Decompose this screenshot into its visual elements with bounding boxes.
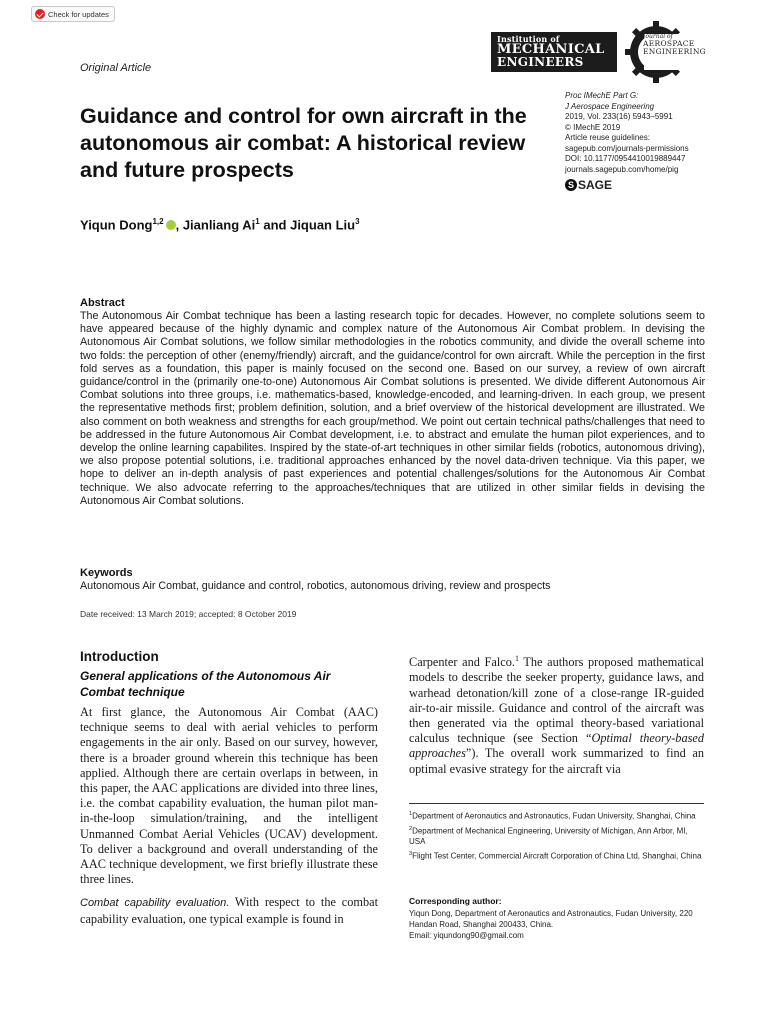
pubinfo-doi[interactable]: DOI: 10.1177/0954410019889447 [565,154,686,163]
publisher-logo [491,32,617,72]
paragraph-text: ”). The overall work summarized to find an optimal evasive strategy for the aircraft via [409,746,704,776]
pubinfo-journal-link[interactable]: journals.sagepub.com/home/pig [565,164,679,174]
abstract-text: The Autonomous Air Combat technique has been a lasting research topic for decades. However, no complete solutions seem to have appeared because of the highly dynamic and complex nature of the Autonomous Air Combat problem. In devising the Autonomous Air Combat solutions, we follow similar methodologies in the robotics community, and divide the overall scheme into two folds: the perception of other (enemy/friendly) aircraft, and the guidance/control for own aircraft. While the perception in the first fold serves as a foundation, this paper is mainly focused on the second one. Based on our survey, a review of own aircraft guidance/control in the (primarily one-to-one) Autonomous Air Combat solutions is presented. We divide different Autonomous Air Combat solutions into three groups, i.e. mathematics-based, knowledge-encoded, and learning-driven. In each group, we present the representative methods first; problem definition, solution, and a brief overview of the historical development are illustrated. We also comment on both weakness and strengths for each group/method. We point out certain technical paths/challenges that need to be addressed in the future Autonomous Air Combat development, i.e. to abstract and emulate the human pilot experiences, and to develop the online learning capabilites. Inspired by the state-of-art techniques in other similar fields (robotics, autonomous driving), we also propose potential solutions, i.e. traditional approaches enhanced by the novel data-driven technique. Via this paper, we hope to deliver an in-depth analysis of past experiences and potential challenges/solutions for the Autonomous Air Combat technique. We also advocate referring to the approaches/techniques that are utilized in other similar fields in devising the Autonomous Air Combat solutions. [80,310,705,507]
left-column [80,649,378,927]
affiliation-item [409,809,704,822]
affiliations [409,809,704,864]
check-for-updates-label: Check for updates [48,9,109,19]
footnote-divider [409,803,704,804]
section-reference[interactable]: Optimal theory-based approaches [409,731,704,761]
publication-info [565,91,735,191]
journal-logo [643,34,706,56]
affiliation-number: 1 [409,811,413,817]
affiliation-text: Department of Mechanical Engineering, University of Michigan, Ann Arbor, MI, USA [409,826,688,847]
paragraph-text: The authors proposed mathematical models to describe the seeker property, guidance laws, and warhead detonation/kill zone of a close-range IR-guided air-to-air missile. Guidance and control of the aircraft was then generated via the optimal theory-based variational calculus technique (see Section “ [409,655,704,746]
article-title: Guidance and control for own aircraft in the autonomous air combat: A historical review and future prospects [80,104,527,182]
article-type: Original Article [80,62,152,74]
journal-logo-line2: AEROSPACE [643,39,695,49]
publisher-logo-line1: Institution of [497,34,560,44]
introduction-paragraph: At first glance, the Autonomous Air Combat (AAC) technique seems to deal with aerial vehicles to perform engagements in the air only. Based on our survey, however, there is a broader ground wherein this technique has been applied. Although there are certain overlaps in between, in this paper, the AAC applications are divided into three lines, i.e. the combat capability evaluation, the human pilot man-in-the-loop simulation/training, and the intelligent Unmanned Combat Aerial Vehicles (UCAV) development. To deliver a background and overall understanding of the AAC technique development, we first briefly illustrate these three lines. [80,705,378,887]
affiliation-number: 3 [409,851,413,858]
combat-capability-paragraph [80,895,378,926]
keywords-heading: Keywords [80,567,133,579]
author-1-affiliation: 1,2 [152,217,164,226]
author-2: Jianliang Ai [182,217,256,233]
corresponding-author [409,896,704,941]
received-dates: Date received: 13 March 2019; accepted: 8 October 2019 [80,609,297,619]
keywords-text: Autonomous Air Combat, guidance and control, robotics, autonomous driving, review and prospects [80,580,551,592]
publisher-logo-line3: ENGINEERS [497,55,584,69]
corresponding-heading: Corresponding author: [409,896,502,906]
pubinfo-permissions-link[interactable]: sagepub.com/journals-permissions [565,143,689,153]
paragraph-text: Carpenter and Falco. [409,655,515,670]
sage-s-icon: S [565,179,577,191]
introduction-heading: Introduction [80,649,159,664]
sage-wordmark: SAGE [578,177,613,192]
abstract-heading: Abstract [80,297,125,309]
continued-paragraph [409,651,704,777]
affiliation-text: Flight Test Center, Commercial Aircraft Corporation of China Ltd, Shanghai, China [412,851,702,861]
paragraph-text: With respect to the combat capability evaluation, one typical example is found in [80,895,378,926]
corresponding-text: Yiqun Dong, Department of Aeronautics and Astronautics, Fudan University, 220 Handan Road, Shanghai 200433, China. [409,909,693,929]
author-list [80,217,360,232]
check-for-updates-button[interactable] [31,6,115,22]
publisher-logo-line2: MECHANICAL [497,42,605,57]
author-3: Jiquan Liu [290,217,356,233]
sage-logo [565,179,735,191]
author-2-affiliation: 1 [255,217,260,226]
pubinfo-reuse-label: Article reuse guidelines: [565,133,650,142]
check-updates-icon [35,9,45,19]
pubinfo-copyright: © IMechE 2019 [565,122,621,132]
corresponding-email[interactable]: Email: yiqundong90@gmail.com [409,931,524,940]
author-3-affiliation: 3 [355,217,360,226]
affiliation-item [409,824,704,848]
keywords-section [80,567,705,593]
author-separator: and [259,217,291,233]
affiliation-text: Department of Aeronautics and Astronautics, Fudan University, Shanghai, China [412,811,696,821]
journal-logo-line3: ENGINEERING [643,47,706,57]
pubinfo-volume: 2019, Vol. 233(16) 5943–5991 [565,112,673,121]
reference-link[interactable]: 1 [514,654,519,663]
affiliation-item [409,849,704,862]
abstract-section [80,297,705,508]
right-column [409,651,704,777]
author-separator: , [175,217,183,233]
introduction-subheading: General applications of the Autonomous Air Combat technique [80,669,331,699]
pubinfo-journal-name: J Aerospace Engineering [565,101,655,111]
orcid-icon[interactable] [166,220,176,230]
author-1: Yiqun Dong [80,217,153,233]
run-in-heading: Combat capability evaluation. [80,897,230,910]
affiliation-number: 2 [409,825,413,832]
journal-logo-line1: Journal of [643,33,673,40]
pubinfo-journal-part: Proc IMechE Part G: [565,91,639,100]
